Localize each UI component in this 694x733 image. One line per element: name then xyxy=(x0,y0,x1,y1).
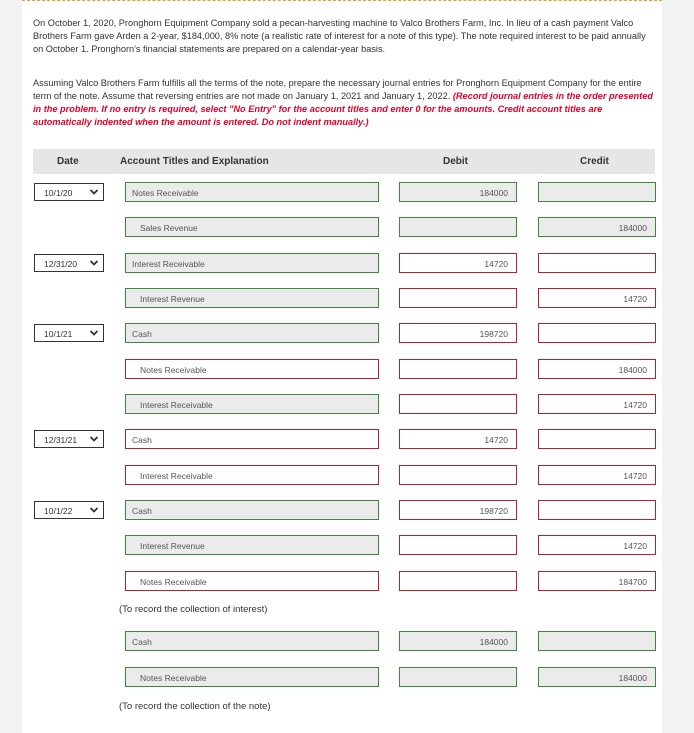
debit-input[interactable]: 198720 xyxy=(399,323,517,343)
credit-input[interactable]: 184700 xyxy=(538,571,656,591)
date-select[interactable]: 12/31/21 xyxy=(34,430,104,448)
account-input[interactable]: Interest Receivable xyxy=(125,465,379,485)
question-panel xyxy=(22,0,662,733)
table-header xyxy=(33,149,655,174)
credit-input[interactable] xyxy=(538,323,656,343)
debit-input[interactable] xyxy=(399,394,517,414)
credit-input[interactable]: 14720 xyxy=(538,288,656,308)
credit-input[interactable] xyxy=(538,182,656,202)
date-select[interactable]: 10/1/22 xyxy=(34,501,104,519)
debit-input[interactable] xyxy=(399,465,517,485)
entry-explanation: (To record the collection of interest) xyxy=(119,604,268,615)
account-input[interactable]: Notes Receivable xyxy=(125,182,379,202)
credit-input[interactable] xyxy=(538,500,656,520)
instructions-text: Assuming Valco Brothers Farm fulfills all the terms of the note, prepare the necessary journal entries for Pronghorn Equipment Company for the entire term of the note. Assume that reversing entries are not made on January 1, 2021 and January 1, 2022. xyxy=(33,78,642,101)
account-input[interactable]: Notes Receivable xyxy=(125,667,379,687)
debit-input[interactable]: 14720 xyxy=(399,429,517,449)
problem-statement: On October 1, 2020, Pronghorn Equipment Company sold a pecan-harvesting machine to Valco Brothers Farm, Inc. In lieu of a cash payment Valco Brothers Farm gave Arden a 2-year, $184,000, 8% note (a realistic rate of interest for a note of this type). The note required interest to be paid annually on October 1. Pronghorn's financial statements are prepared on a calendar-year basis. xyxy=(33,18,646,54)
date-select[interactable]: 12/31/20 xyxy=(34,254,104,272)
credit-input[interactable] xyxy=(538,429,656,449)
header-date: Date xyxy=(57,156,79,167)
debit-input[interactable] xyxy=(399,535,517,555)
account-input[interactable]: Interest Revenue xyxy=(125,288,379,308)
credit-input[interactable] xyxy=(538,631,656,651)
debit-input[interactable] xyxy=(399,217,517,237)
credit-input[interactable]: 184000 xyxy=(538,667,656,687)
account-input[interactable]: Notes Receivable xyxy=(125,571,379,591)
account-input[interactable]: Sales Revenue xyxy=(125,217,379,237)
chevron-down-icon xyxy=(89,328,99,338)
header-account: Account Titles and Explanation xyxy=(120,156,269,167)
account-input[interactable]: Interest Receivable xyxy=(125,394,379,414)
account-input[interactable]: Notes Receivable xyxy=(125,359,379,379)
top-dashed-divider xyxy=(22,0,662,1)
credit-input[interactable]: 14720 xyxy=(538,394,656,414)
account-input[interactable]: Interest Revenue xyxy=(125,535,379,555)
debit-input[interactable] xyxy=(399,571,517,591)
debit-input[interactable] xyxy=(399,288,517,308)
chevron-down-icon xyxy=(89,258,99,268)
debit-input[interactable]: 14720 xyxy=(399,253,517,273)
account-input[interactable]: Cash xyxy=(125,429,379,449)
chevron-down-icon xyxy=(89,434,99,444)
debit-input[interactable]: 184000 xyxy=(399,631,517,651)
credit-input[interactable]: 14720 xyxy=(538,465,656,485)
debit-input[interactable]: 184000 xyxy=(399,182,517,202)
date-select[interactable]: 10/1/21 xyxy=(34,324,104,342)
credit-input[interactable] xyxy=(538,253,656,273)
account-input[interactable]: Cash xyxy=(125,631,379,651)
instructions-red: (Record journal entries in the order presented in the problem. If no entry is required, select "No Entry" for the account titles and enter 0 for the amounts. Credit account titles are automatically indented when the amount is entered. Do not indent manually.) xyxy=(33,91,653,127)
entry-explanation: (To record the collection of the note) xyxy=(119,701,271,712)
instructions xyxy=(33,77,657,129)
account-input[interactable]: Cash xyxy=(125,500,379,520)
chevron-down-icon xyxy=(89,187,99,197)
date-select[interactable]: 10/1/20 xyxy=(34,183,104,201)
account-input[interactable]: Cash xyxy=(125,323,379,343)
header-debit: Debit xyxy=(443,156,468,167)
credit-input[interactable]: 184000 xyxy=(538,359,656,379)
debit-input[interactable]: 198720 xyxy=(399,500,517,520)
chevron-down-icon xyxy=(89,505,99,515)
debit-input[interactable] xyxy=(399,667,517,687)
account-input[interactable]: Interest Receivable xyxy=(125,253,379,273)
credit-input[interactable]: 14720 xyxy=(538,535,656,555)
credit-input[interactable]: 184000 xyxy=(538,217,656,237)
header-credit: Credit xyxy=(580,156,609,167)
debit-input[interactable] xyxy=(399,359,517,379)
